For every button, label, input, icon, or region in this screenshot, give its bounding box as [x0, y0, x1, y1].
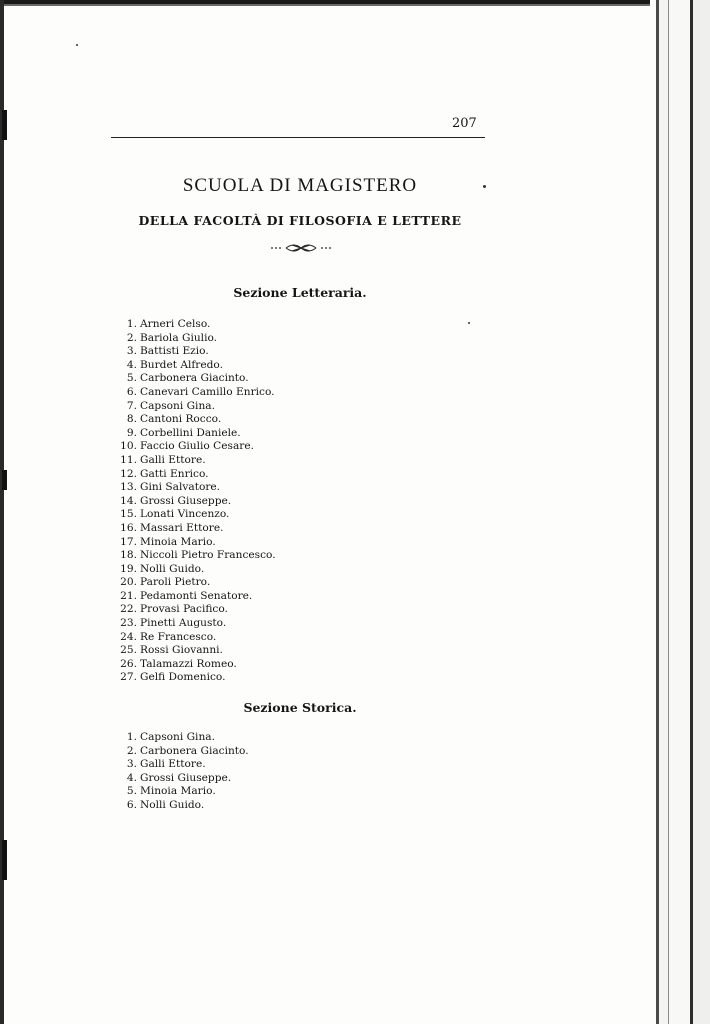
- entry-name: Rossi Giovanni.: [140, 644, 223, 657]
- entry-name: Battisti Ezio.: [140, 345, 209, 358]
- entry-name: Cantoni Rocco.: [140, 413, 222, 426]
- list-item: [110, 400, 276, 414]
- entry-name: Capsoni Gina.: [140, 399, 215, 412]
- list-item: [110, 617, 276, 631]
- entry-number: 6.: [126, 385, 137, 398]
- entry-name: Nolli Guido.: [140, 562, 205, 575]
- list-item: [110, 758, 249, 772]
- entry-number: 14.: [120, 494, 137, 507]
- entry-number: 7.: [126, 399, 137, 412]
- list-item: [110, 468, 276, 482]
- entry-name: Lonati Vincenzo.: [140, 508, 230, 521]
- entry-name: Gatti Enrico.: [140, 467, 209, 480]
- entry-number: 3.: [126, 345, 137, 358]
- entry-number: 19.: [120, 562, 137, 575]
- entry-name: Provasi Pacifico.: [140, 603, 228, 616]
- list-item: [110, 372, 276, 386]
- list-item: [110, 508, 276, 522]
- page-subtitle: DELLA FACOLTÀ DI FILOSOFIA E LETTERE: [138, 213, 462, 228]
- entry-name: Galli Ettore.: [140, 453, 206, 466]
- list-item: [110, 731, 249, 745]
- list-item: [110, 671, 276, 685]
- list-item: [110, 522, 276, 536]
- list-item: [110, 359, 276, 373]
- entry-number: 1.: [126, 318, 137, 330]
- entry-number: 26.: [120, 657, 137, 670]
- entry-name: Corbellini Daniele.: [140, 426, 241, 439]
- entry-number: 15.: [120, 508, 137, 521]
- entry-name: Galli Ettore.: [140, 758, 206, 771]
- entry-name: Carbonera Giacinto.: [140, 744, 249, 757]
- entry-number: 1.: [126, 731, 137, 743]
- entry-number: 5.: [126, 785, 137, 798]
- entry-number: 4.: [126, 771, 137, 784]
- list-item: [110, 345, 276, 359]
- list-item: [110, 549, 276, 563]
- entry-number: 16.: [120, 521, 137, 534]
- entry-number: 10.: [120, 440, 137, 453]
- entry-name: Gini Salvatore.: [140, 481, 221, 494]
- entry-name: Nolli Guido.: [140, 798, 205, 811]
- entry-number: 5.: [126, 372, 137, 385]
- entry-name: Grossi Giuseppe.: [140, 771, 232, 784]
- entry-number: 9.: [126, 426, 137, 439]
- list-item: [110, 772, 249, 786]
- scan-left-mark: [2, 840, 7, 880]
- entry-name: Paroli Pietro.: [140, 576, 211, 589]
- entry-number: 22.: [120, 603, 137, 616]
- scan-left-mark: [2, 470, 7, 490]
- page-title: SCUOLA DI MAGISTERO: [182, 175, 418, 196]
- section-heading-storica: Sezione Storica.: [243, 700, 357, 715]
- entry-number: 12.: [120, 467, 137, 480]
- list-item: [110, 785, 249, 799]
- entry-name: Bariola Giulio.: [140, 331, 218, 344]
- list-item: [110, 576, 276, 590]
- list-item: [110, 603, 276, 617]
- list-item: [110, 658, 276, 672]
- entry-name: Grossi Giuseppe.: [140, 494, 232, 507]
- list-item: [110, 332, 276, 346]
- entry-name: Massari Ettore.: [140, 521, 224, 534]
- entry-number: 20.: [120, 576, 137, 589]
- scan-left-mark: [2, 110, 7, 140]
- entry-number: 13.: [120, 481, 137, 494]
- list-item: [110, 413, 276, 427]
- entry-name: Arneri Celso.: [140, 318, 211, 330]
- entry-number: 2.: [126, 331, 137, 344]
- entry-name: Minoia Mario.: [140, 535, 216, 548]
- entry-number: 25.: [120, 644, 137, 657]
- header-rule: [111, 137, 485, 138]
- entry-name: Talamazzi Romeo.: [140, 657, 237, 670]
- list-item: [110, 440, 276, 454]
- list-item: [110, 536, 276, 550]
- entry-number: 27.: [120, 671, 137, 684]
- entry-name: Canevari Camillo Enrico.: [140, 385, 275, 398]
- list-item: [110, 563, 276, 577]
- entry-name: Gelfi Domenico.: [140, 671, 226, 684]
- scan-top-edge: [0, 0, 710, 9]
- entry-name: Pedamonti Senatore.: [140, 589, 253, 602]
- ornament-divider: [266, 240, 336, 256]
- list-item: [110, 481, 276, 495]
- entry-number: 4.: [126, 358, 137, 371]
- list-item: [110, 495, 276, 509]
- list-item: [110, 799, 249, 813]
- entry-number: 18.: [120, 549, 137, 562]
- entry-name: Carbonera Giacinto.: [140, 372, 249, 385]
- ink-speck: [468, 322, 470, 324]
- list-item: [110, 745, 249, 759]
- entry-number: 24.: [120, 630, 137, 643]
- entry-number: 8.: [126, 413, 137, 426]
- entry-name: Niccoli Pietro Francesco.: [140, 549, 276, 562]
- entry-name: Burdet Alfredo.: [140, 358, 223, 371]
- entry-number: 23.: [120, 617, 137, 630]
- scan-right-edge: [650, 0, 710, 1024]
- list-item: [110, 386, 276, 400]
- list-item: [110, 631, 276, 645]
- list-item: [110, 590, 276, 604]
- student-list-storica: [110, 731, 249, 813]
- list-item: [110, 318, 276, 332]
- entry-name: Re Francesco.: [140, 630, 217, 643]
- entry-name: Pinetti Augusto.: [140, 617, 227, 630]
- entry-name: Capsoni Gina.: [140, 731, 215, 743]
- entry-number: 21.: [120, 589, 137, 602]
- entry-number: 3.: [126, 758, 137, 771]
- list-item: [110, 454, 276, 468]
- entry-number: 2.: [126, 744, 137, 757]
- entry-name: Faccio Giulio Cesare.: [140, 440, 254, 453]
- student-list-letteraria: [110, 318, 276, 685]
- ink-speck: [76, 44, 78, 46]
- entry-number: 17.: [120, 535, 137, 548]
- section-heading-letteraria: Sezione Letteraria.: [233, 285, 367, 300]
- list-item: [110, 644, 276, 658]
- entry-number: 11.: [120, 453, 137, 466]
- page-number: 207: [452, 116, 477, 131]
- entry-name: Minoia Mario.: [140, 785, 216, 798]
- list-item: [110, 427, 276, 441]
- entry-number: 6.: [126, 798, 137, 811]
